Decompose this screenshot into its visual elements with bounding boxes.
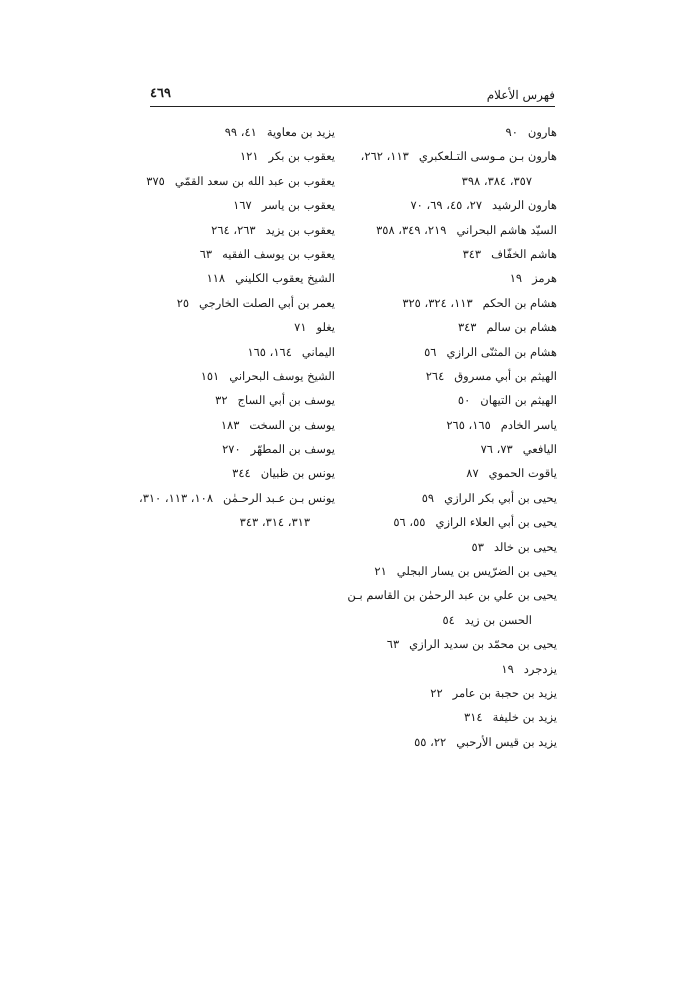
index-entry xyxy=(140,364,335,388)
index-entry xyxy=(350,218,557,242)
index-entry xyxy=(350,364,557,388)
entry-pages: ١٨٣ xyxy=(220,417,240,432)
entry-name: هشام بن المثنّى الرازي xyxy=(446,344,557,359)
entry-pages: ٤١، ٩٩ xyxy=(224,125,257,139)
index-entry xyxy=(350,681,557,705)
entry-name: هشام بن الحكم xyxy=(482,295,557,310)
entry-name: يعمر بن أبي الصلت الخارجي xyxy=(199,295,335,310)
index-entry xyxy=(140,169,335,193)
entry-pages: ٥٦ xyxy=(424,344,437,359)
index-entry xyxy=(350,461,557,485)
header-rule xyxy=(150,106,555,107)
entry-pages: ١٠٨، ١١٣، ٣١٠، xyxy=(138,490,214,505)
entry-pages: ١١٨ xyxy=(206,271,226,286)
index-entry xyxy=(350,510,557,534)
index-entry xyxy=(140,266,335,290)
index-entry xyxy=(350,657,557,681)
entry-pages: ٢٧٠ xyxy=(222,442,241,457)
index-entry xyxy=(350,291,557,315)
entry-pages: ١٦٧ xyxy=(233,198,252,213)
entry-name: يزيد بن حجبة بن عامر xyxy=(452,685,557,700)
index-entry xyxy=(350,120,557,144)
entry-name: الهيثم بن التيهان xyxy=(480,393,557,408)
entry-name: يونس بن ظبيان xyxy=(260,466,335,481)
entry-pages: ٢٧، ٤٥، ٦٩، ٧٠ xyxy=(410,198,483,213)
entry-pages: ١١٣، ٢٦٢، xyxy=(360,149,409,164)
entry-name: ياقوت الحموي xyxy=(488,466,557,481)
entry-name: هاشم الخفّاف xyxy=(491,246,557,261)
entry-name: هارون الرشيد xyxy=(492,198,557,213)
entry-pages: ٥٩ xyxy=(421,490,435,505)
page-header xyxy=(150,84,555,104)
entry-name: السيّد هاشم البحراني xyxy=(456,222,557,237)
index-entry xyxy=(350,608,557,632)
entry-pages: ٣١٣، ٣١٤، ٣٤٣ xyxy=(239,515,310,530)
index-entry xyxy=(350,632,557,656)
entry-pages: ١٦٥، ٢٦٥ xyxy=(446,417,491,432)
entry-name: يحيى بن أبي العلاء الرازي xyxy=(435,515,557,530)
entry-pages: ٧٣، ٧٦ xyxy=(480,442,513,457)
entry-name: اليافعي xyxy=(522,442,557,457)
index-column-right xyxy=(347,120,557,754)
entry-name: يعقوب بن يوسف الفقيه xyxy=(222,246,335,261)
entry-pages: ٧١ xyxy=(294,320,307,335)
entry-name: يوسف بن المطهّر xyxy=(250,442,335,457)
entry-name: الشيخ يعقوب الكليني xyxy=(235,271,335,286)
index-entry xyxy=(350,730,557,754)
entry-pages: ٣٢ xyxy=(215,393,228,408)
entry-name: يزدجرد xyxy=(523,661,557,676)
entry-name: يعقوب بن عبد الله بن سعد القمّي xyxy=(174,173,335,188)
index-entry xyxy=(350,144,557,168)
entry-pages: ٢٥ xyxy=(176,295,190,310)
index-entry xyxy=(140,413,335,437)
entry-name: يعقوب بن ياسر xyxy=(261,198,335,213)
entry-pages: ١٥١ xyxy=(200,368,220,383)
index-entry xyxy=(350,193,557,217)
index-entry xyxy=(140,193,335,217)
index-entry xyxy=(350,242,557,266)
entry-name: يعقوب بن بكر xyxy=(268,149,335,164)
entry-pages: ٩٠ xyxy=(505,125,518,139)
entry-pages: ٥٠ xyxy=(457,393,471,408)
index-entry xyxy=(350,486,557,510)
index-entry xyxy=(350,437,557,461)
index-entry xyxy=(347,583,557,607)
entry-name: يغلو xyxy=(316,320,335,335)
entry-name: يحيى بن أبي بكر الرازي xyxy=(444,490,557,505)
index-entry xyxy=(140,242,335,266)
index-entry xyxy=(350,388,557,412)
entry-pages: ٣٤٣ xyxy=(457,320,477,335)
entry-pages: ٣٤٣ xyxy=(462,246,482,261)
entry-pages: ٥٥، ٥٦ xyxy=(393,515,426,530)
entry-name: ياسر الخادم xyxy=(500,417,557,432)
entry-pages: ٢٢، ٥٥ xyxy=(414,734,447,749)
entry-pages: ٢١٩، ٣٤٩، ٣٥٨ xyxy=(376,222,447,237)
index-entry xyxy=(350,315,557,339)
index-entry xyxy=(140,144,335,168)
entry-name: اليماني xyxy=(301,344,335,359)
index-entry xyxy=(350,169,557,193)
entry-pages: ٣١٤ xyxy=(464,710,483,725)
index-entry xyxy=(140,291,335,315)
entry-pages: ١١٣، ٣٢٤، ٣٢٥ xyxy=(402,295,473,310)
entry-pages: ٣٤٤ xyxy=(232,466,251,481)
entry-name: يزيد بن قيس الأرحبي xyxy=(456,734,557,749)
entry-name: يوسف بن أبي الساج xyxy=(237,393,335,408)
page-number: ٤٦٩ xyxy=(150,86,171,101)
entry-name: يزيد بن معاوية xyxy=(266,125,335,139)
index-column-left xyxy=(140,120,335,535)
index-entry xyxy=(350,413,557,437)
entry-name: هرمز xyxy=(532,271,557,286)
entry-pages: ٢٦٤ xyxy=(425,368,445,383)
entry-name: هارون xyxy=(527,125,557,139)
running-title: فهرس الأعلام xyxy=(486,88,555,102)
entry-name: الهيثم بن أبي مسروق xyxy=(454,368,557,383)
index-entry xyxy=(140,486,335,510)
entry-pages: ٣٥٧، ٣٨٤، ٣٩٨ xyxy=(461,173,532,188)
index-entry xyxy=(140,510,335,534)
entry-pages: ١٦٤، ١٦٥ xyxy=(247,344,292,359)
entry-pages: ٣٧٥ xyxy=(146,173,165,188)
entry-pages: ٦٣ xyxy=(386,637,400,652)
entry-name: الحسن بن زيد xyxy=(464,612,532,627)
index-entry xyxy=(350,266,557,290)
index-entry xyxy=(350,535,557,559)
entry-name: هارون بـن مـوسى التـلعكبري xyxy=(418,149,557,164)
entry-pages: ٥٣ xyxy=(471,539,484,554)
entry-name: يحيى بن خالد xyxy=(493,539,557,554)
entry-name: يحيى بن محمّد بن سديد الرازي xyxy=(409,637,557,652)
index-entry xyxy=(140,388,335,412)
index-entry xyxy=(140,218,335,242)
index-entry xyxy=(350,559,557,583)
entry-name: الشيخ يوسف البحراني xyxy=(229,368,335,383)
entry-pages: ١٢١ xyxy=(239,149,259,164)
entry-name: يحيى بن الضرّيس بن يسار البجلي xyxy=(396,564,557,579)
entry-pages: ١٩ xyxy=(501,661,514,676)
entry-pages: ٥٤ xyxy=(442,612,455,627)
entry-name: يونس بـن عـبد الرحـمٰن xyxy=(223,490,335,505)
index-entry xyxy=(350,340,557,364)
entry-name: يزيد بن خليفة xyxy=(492,710,557,725)
entry-pages: ٦٣ xyxy=(199,246,213,261)
entry-pages: ١٩ xyxy=(509,271,523,286)
index-entry xyxy=(350,705,557,729)
index-entry xyxy=(140,437,335,461)
entry-name: يوسف بن السخت xyxy=(249,417,335,432)
entry-name: يحيى بن علي بن عبد الرحمٰن بن القاسم بـن xyxy=(347,588,557,603)
entry-pages: ٢١ xyxy=(374,564,387,579)
entry-pages: ٨٧ xyxy=(466,466,479,481)
entry-pages: ٢٢ xyxy=(430,685,443,700)
index-entry xyxy=(140,120,335,144)
index-entry xyxy=(140,315,335,339)
index-entry xyxy=(140,461,335,485)
index-entry xyxy=(140,340,335,364)
entry-name: يعقوب بن يزيد xyxy=(265,222,335,237)
entry-pages: ٢٦٣، ٢٦٤ xyxy=(211,222,256,237)
entry-name: هشام بن سالم xyxy=(486,320,557,335)
